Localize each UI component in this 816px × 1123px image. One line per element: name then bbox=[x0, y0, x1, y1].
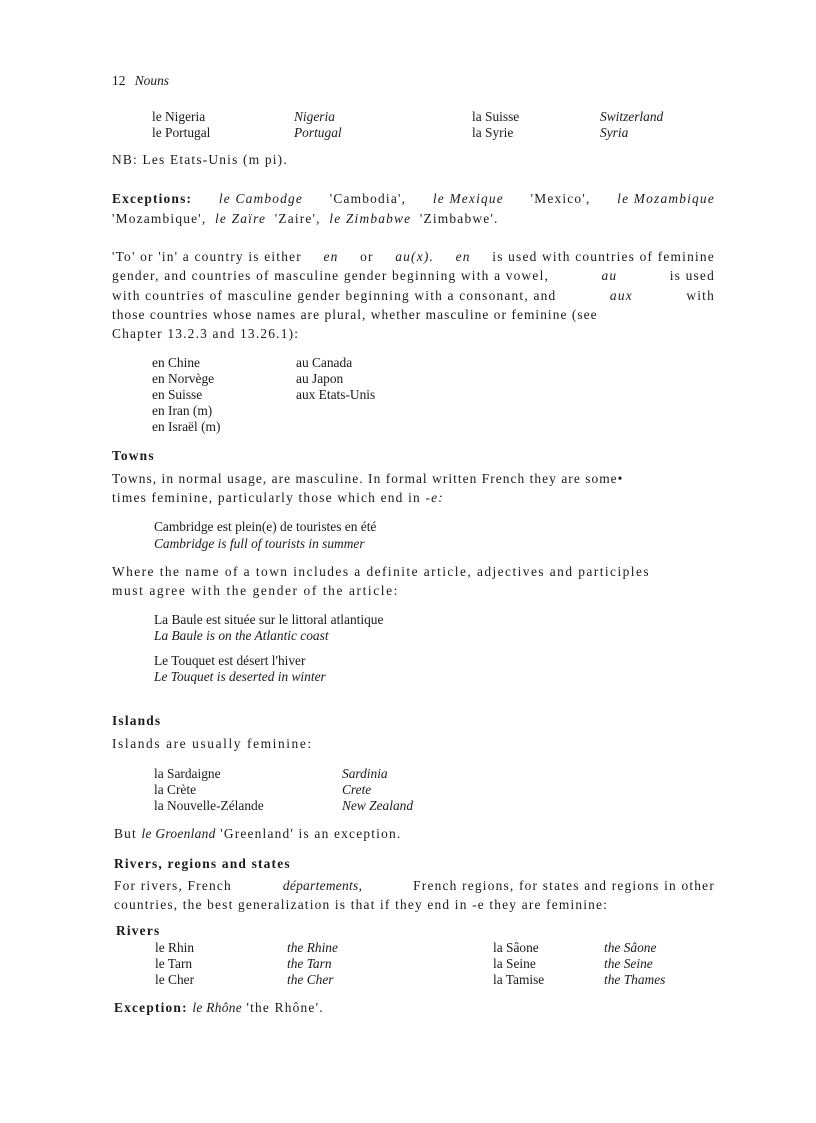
text: 'To' or 'in' a country is either bbox=[112, 249, 302, 264]
exception-fr: le Mozambique bbox=[617, 191, 715, 206]
text: French regions, for states and regions in other bbox=[413, 878, 715, 893]
page-number: 12 bbox=[112, 73, 126, 88]
towns-text-1a: Towns, in normal usage, are masculine. In formal written French they are some• bbox=[112, 471, 624, 486]
example-item: en Suisse bbox=[152, 387, 203, 402]
country-en: Syria bbox=[600, 125, 629, 140]
example-item: en Iran (m) bbox=[152, 403, 213, 418]
towns-heading: Towns bbox=[112, 448, 155, 463]
exceptions-line-1 bbox=[112, 191, 715, 207]
exception-en: 'Zimbabwe'. bbox=[419, 211, 499, 226]
text: But bbox=[114, 826, 137, 841]
to-in-line-2 bbox=[112, 268, 715, 284]
example-en: La Baule is on the Atlantic coast bbox=[154, 628, 329, 643]
example-item: en Norvège bbox=[152, 371, 215, 386]
towns-text-2b: must agree with the gender of the article: bbox=[112, 583, 399, 598]
example-en: Le Touquet is deserted in winter bbox=[154, 669, 326, 684]
exception-fr: le Rhône bbox=[192, 1000, 242, 1015]
text: en bbox=[455, 249, 471, 264]
text: gender, and countries of masculine gender beginning with a vowel, bbox=[112, 268, 550, 283]
country-fr: le Nigeria bbox=[152, 109, 206, 124]
example-en: Cambridge is full of tourists in summer bbox=[154, 536, 365, 551]
islands-heading: Islands bbox=[112, 713, 162, 728]
text: au(x). bbox=[395, 249, 435, 264]
exception-en: 'Mexico', bbox=[530, 191, 591, 206]
island-fr: la Crète bbox=[154, 782, 197, 797]
section-title: Nouns bbox=[134, 73, 169, 88]
towns-text-1b bbox=[112, 490, 444, 506]
river-fr: le Rhin bbox=[155, 940, 195, 955]
river-en: the Tarn bbox=[287, 956, 332, 971]
text: is used bbox=[669, 268, 715, 283]
text: aux bbox=[609, 288, 633, 303]
example-item: en Israël (m) bbox=[152, 419, 221, 434]
exception-en: 'Cambodia', bbox=[329, 191, 407, 206]
river-fr: le Cher bbox=[155, 972, 195, 987]
text: or bbox=[360, 249, 374, 264]
river-fr: la Tamise bbox=[493, 972, 545, 987]
river-fr: le Tarn bbox=[155, 956, 193, 971]
running-header bbox=[112, 73, 169, 89]
text: au bbox=[601, 268, 618, 283]
river-en: the Rhine bbox=[287, 940, 338, 955]
islands-text: Islands are usually feminine: bbox=[112, 736, 313, 751]
text: is used with countries of feminine bbox=[492, 249, 715, 264]
rivers-exception bbox=[114, 1000, 324, 1016]
to-in-line-3 bbox=[112, 288, 715, 304]
exception-fr: le Mexique bbox=[432, 191, 504, 206]
to-in-line-5: Chapter 13.2.3 and 13.26.1): bbox=[112, 326, 300, 341]
country-fr: la Syrie bbox=[472, 125, 514, 140]
text: For rivers, French bbox=[114, 878, 232, 893]
exception-en: 'the Rhône'. bbox=[246, 1000, 324, 1015]
island-fr: la Nouvelle-Zélande bbox=[154, 798, 264, 813]
river-en: the Seine bbox=[604, 956, 653, 971]
text: en bbox=[323, 249, 339, 264]
island-fr: la Sardaigne bbox=[154, 766, 221, 781]
text: with bbox=[686, 288, 715, 303]
towns-text-2a: Where the name of a town includes a definite article, adjectives and participles bbox=[112, 564, 650, 579]
exception-fr: le Zaïre bbox=[215, 211, 267, 226]
exception-fr: le Cambodge bbox=[218, 191, 304, 206]
to-in-line-4: those countries whose names are plural, whether masculine or feminine (see bbox=[112, 307, 598, 322]
to-in-line-1 bbox=[112, 249, 715, 265]
islands-but bbox=[114, 826, 401, 842]
exception-label: Exception: bbox=[114, 1000, 188, 1015]
island-en: Sardinia bbox=[342, 766, 388, 781]
river-fr: la Seine bbox=[493, 956, 536, 971]
nb-note: NB: Les Etats-Unis (m pi). bbox=[112, 152, 288, 167]
exceptions-line-2 bbox=[112, 211, 499, 227]
exceptions-label: Exceptions: bbox=[112, 191, 193, 206]
example-item: en Chine bbox=[152, 355, 200, 370]
river-en: the Sâone bbox=[604, 940, 657, 955]
country-en: Portugal bbox=[294, 125, 342, 140]
example-item: au Canada bbox=[296, 355, 353, 370]
text: with countries of masculine gender beginning with a consonant, and bbox=[112, 288, 557, 303]
example-fr: Cambridge est plein(e) de touristes en été bbox=[154, 519, 377, 534]
exception-en: 'Mozambique', bbox=[112, 211, 207, 226]
rivers-subheading: Rivers bbox=[116, 923, 161, 938]
exception-fr: le Zimbabwe bbox=[329, 211, 412, 226]
text: -e: bbox=[425, 490, 444, 505]
text: le Groenland bbox=[141, 826, 216, 841]
country-en: Switzerland bbox=[600, 109, 664, 124]
rivers-heading: Rivers, regions and states bbox=[114, 856, 291, 871]
example-item: au Japon bbox=[296, 371, 344, 386]
text: times feminine, particularly those which end in bbox=[112, 490, 421, 505]
island-en: New Zealand bbox=[342, 798, 414, 813]
river-en: the Cher bbox=[287, 972, 334, 987]
country-fr: la Suisse bbox=[472, 109, 520, 124]
example-fr: La Baule est située sur le littoral atlantique bbox=[154, 612, 384, 627]
example-fr: Le Touquet est désert l'hiver bbox=[154, 653, 306, 668]
rivers-text-1 bbox=[114, 878, 715, 894]
river-en: the Thames bbox=[604, 972, 666, 987]
example-item: aux Etats-Unis bbox=[296, 387, 376, 402]
text: départements, bbox=[282, 878, 363, 893]
island-en: Crete bbox=[342, 782, 372, 797]
text: 'Greenland' is an exception. bbox=[220, 826, 402, 841]
country-en: Nigeria bbox=[294, 109, 335, 124]
exception-en: 'Zaire', bbox=[274, 211, 321, 226]
river-fr: la Sâone bbox=[493, 940, 539, 955]
rivers-text-2: countries, the best generalization is that if they end in -e they are feminine: bbox=[114, 897, 609, 912]
country-fr: le Portugal bbox=[152, 125, 211, 140]
